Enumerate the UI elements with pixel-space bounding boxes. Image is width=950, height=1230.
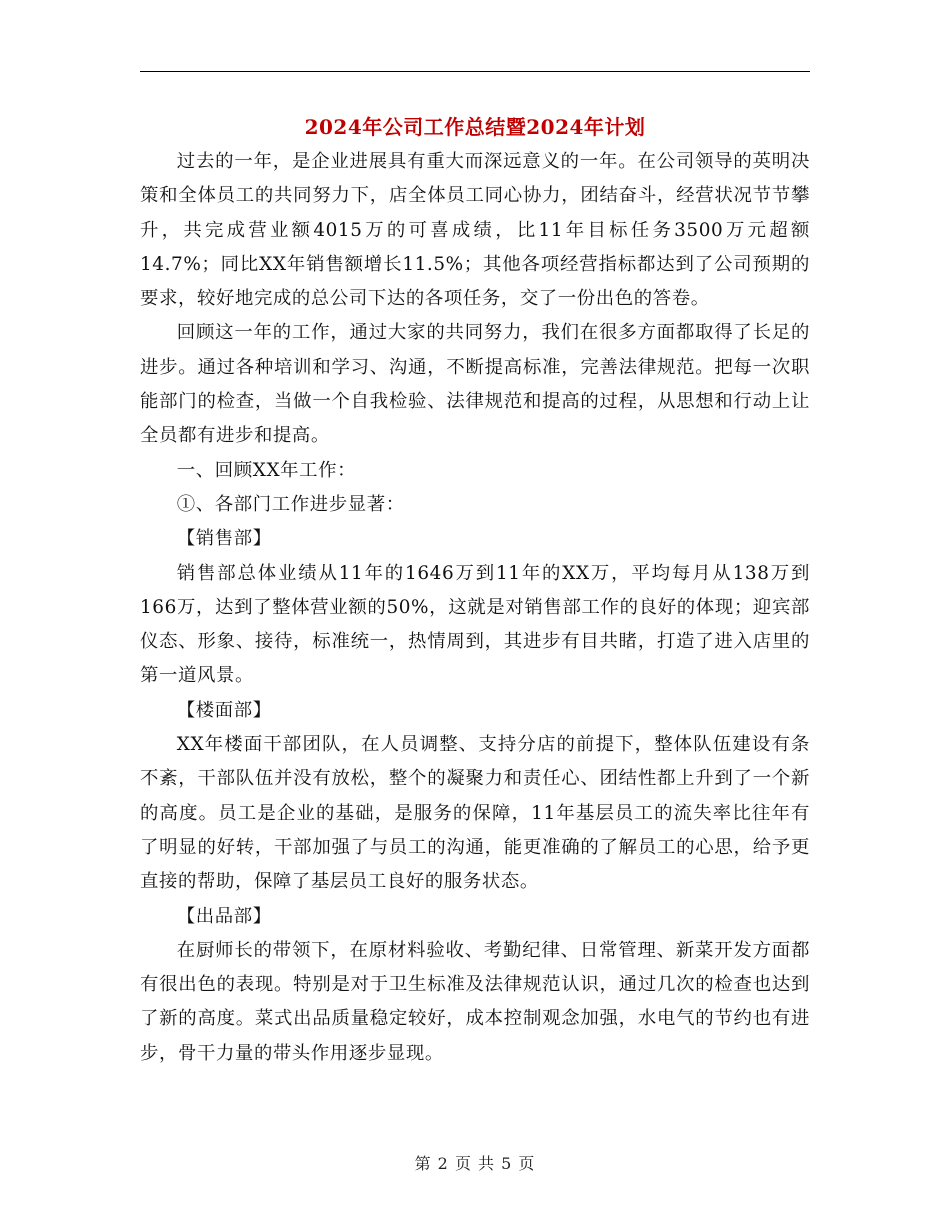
- paragraph-floor: XX年楼面干部团队，在人员调整、支持分店的前提下，整体队伍建设有条不紊，干部队伍并没有放松，整个的凝聚力和责任心、团结性都上升到了一个新的高度。员工是企业的基础，是服务的保障，11年基层员工的流失率比往年有了明显的好转，干部加强了与员工的沟通，能更准确的了解员工的心思，给予更直接的帮助，保障了基层员工良好的服务状态。: [140, 734, 810, 893]
- subsection-heading-departments: ①、各部门工作进步显著：: [176, 493, 405, 515]
- department-heading-sales: 【销售部】: [176, 528, 272, 550]
- paragraph-sales: 销售部总体业绩从11年的1646万到11年的XX万，平均每月从138万到166万，达到了整体营业额的50%，这就是对销售部工作的良好的体现；迎宾部仪态、形象、接待，标准统一，热情周到，其进步有目共睹，打造了进入店里的第一道风景。: [140, 562, 810, 687]
- header-rule: [140, 71, 810, 72]
- paragraph-intro: 过去的一年，是企业进展具有重大而深远意义的一年。在公司领导的英明决策和全体员工的共同努力下，店全体员工同心协力，团结奋斗，经营状况节节攀升，共完成营业额4015万的可喜成绩，比11年目标任务3500万元超额14.7%；同比XX年销售额增长11.5%；其他各项经营指标都达到了公司预期的要求，较好地完成的总公司下达的各项任务，交了一份出色的答卷。: [140, 151, 810, 310]
- page-number-footer: 第 2 页 共 5 页: [414, 1154, 536, 1173]
- department-heading-floor: 【楼面部】: [176, 699, 272, 721]
- document-body: [140, 145, 810, 1071]
- paragraph-kitchen: 在厨师长的带领下，在原材料验收、考勤纪律、日常管理、新菜开发方面都有很出色的表现。特别是对于卫生标准及法律规范认识，通过几次的检查也达到了新的高度。菜式出品质量稳定较好，成本控制观念加强，水电气的节约也有进步，骨干力量的带头作用逐步显现。: [140, 939, 810, 1064]
- paragraph-review: 回顾这一年的工作，通过大家的共同努力，我们在很多方面都取得了长足的进步。通过各种培训和学习、沟通，不断提高标准，完善法律规范。把每一次职能部门的检查，当做一个自我检验、法律规范和提高的过程，从思想和行动上让全员都有进步和提高。: [140, 322, 810, 447]
- document-title: 2024年公司工作总结暨2024年计划: [304, 115, 646, 139]
- department-heading-kitchen: 【出品部】: [176, 905, 272, 927]
- section-heading-review: 一、回顾XX年工作：: [176, 459, 357, 481]
